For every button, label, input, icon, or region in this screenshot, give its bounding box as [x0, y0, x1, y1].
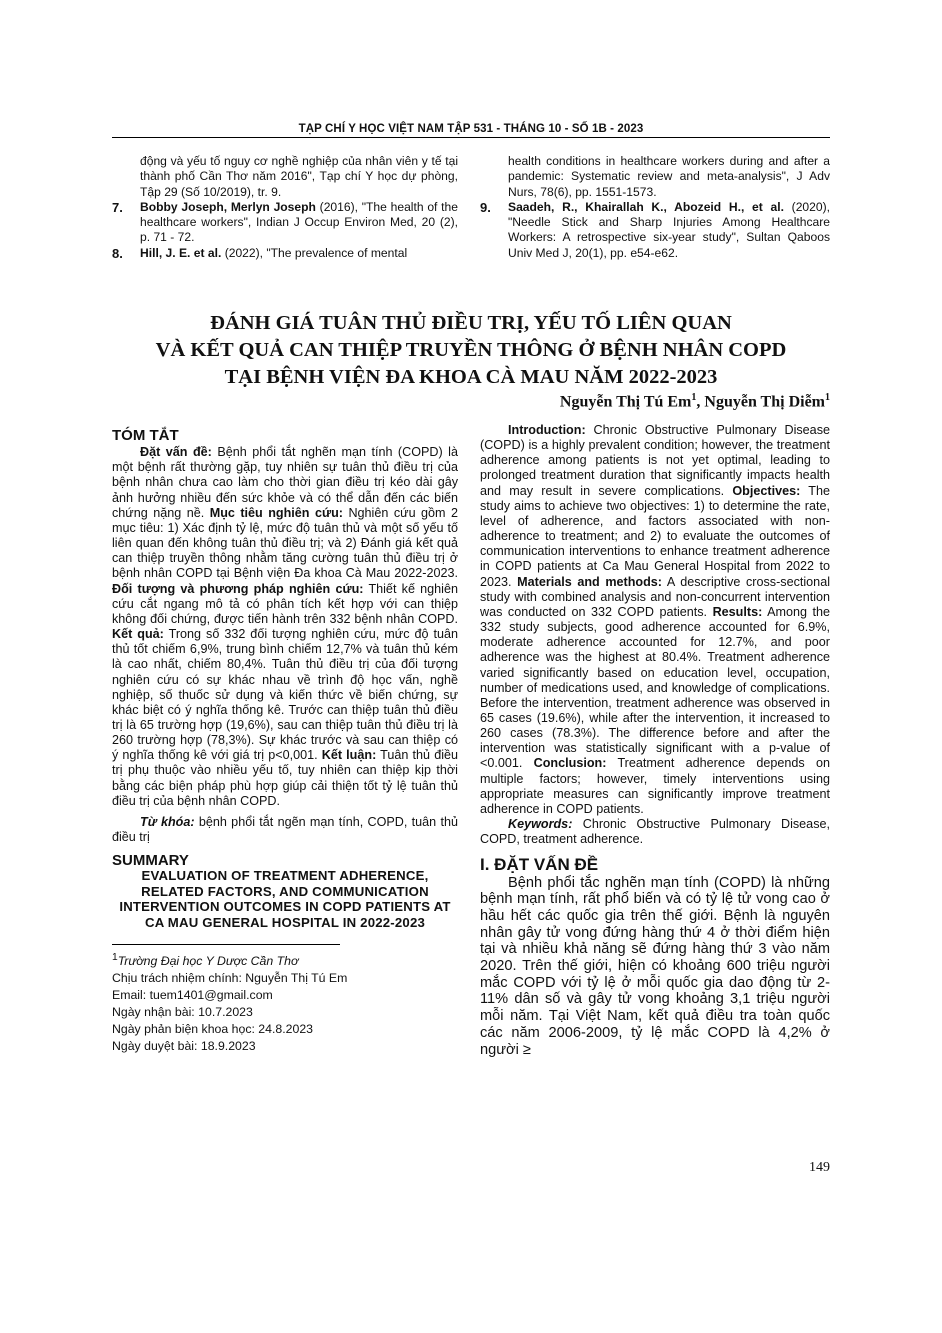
label-tu-khoa: Từ khóa: [140, 814, 195, 829]
label-ket-qua: Kết quả: [112, 627, 164, 642]
keywords-en [480, 817, 830, 847]
section-paragraph: Bệnh phổi tắc nghẽn mạn tính (COPD) là những bệnh mạn tính, rất phổ biến và có tỷ lệ tử vong cao ở hầu hết các quốc gia trên thế giới. Bệnh là nguyên nhân gây tử vong đứng hàng thứ 4 ở thời điểm hiện tại và nhiều khả năng sẽ đứng hàng thứ 3 vào năm 2020. Trên thế giới, hiện có khoảng 600 triệu người mắc COPD với tỷ lệ ở mỗi quốc gia dao động từ 2-11% dân số và gây tử vong khoảng 3,1 triệu người mỗi năm. Tại Việt Nam, kết quả điều tra toàn quốc các năm 2006-2009, tỷ lệ mắc COPD là 4,2% ở người ≥ [480, 874, 830, 1058]
abstract-text: Chronic Obstructive Pulmonary Disease (COPD) is a highly prevalent condition; however, the treatment adherence among patients is not yet optimal, leading to prolonged treatment duration that significantly impacts health and may result in severe complications. [480, 423, 830, 498]
abstract-text: Tuân thủ điều trị phụ thuộc vào nhiều yếu tố, tuy nhiên can thiệp kịp thời bằng các biện pháp phù hợp giúp cải thiện tốt tỷ lệ tuân thủ điều trị của bệnh nhân COPD. [112, 748, 458, 808]
abstract-text: Nghiên cứu gồm 2 mục tiêu: 1) Xác định tỷ lệ, mức độ tuân thủ và một số yếu tố liên quan đến không tuân thủ điều trị; và 2) Đánh giá kết quả can thiệp truyền thông nhằm tăng cường tuân thủ điều trị ở bệnh nhân COPD tại Bệnh viện Đa khoa Cà Mau 2022-2023. [112, 505, 459, 581]
footnote-corresponding: Chịu trách nhiệm chính: Nguyễn Thị Tú Em [112, 971, 348, 986]
footnote-affiliation [112, 949, 458, 970]
label-conclusion: Conclusion: [533, 756, 607, 771]
reference-text: health conditions in healthcare workers during and after a pandemic: Systematic review and meta-analysis", J Adv Nurs, 78(6), pp. 1551-1573. [508, 154, 830, 199]
reference-item [112, 154, 458, 200]
footnote-divider [112, 944, 340, 945]
page-number: 149 [809, 1160, 830, 1175]
abstract-text: The study aims to achieve two objectives: 1) to determine the rate, level of adherence, and factors associated with non-adherence to treatment; and 2) to evaluate the outcomes of communication interventions to enhance treatment adherence in COPD patients at Ca Mau General Hospital from 2022 to 2023. [480, 483, 830, 589]
reference-item [480, 154, 830, 200]
title-line: VÀ KẾT QUẢ CAN THIỆP TRUYỀN THÔNG Ở BỆNH NHÂN COPD [155, 339, 787, 361]
author-name: Nguyễn Thị Diễm [704, 393, 825, 411]
summary-title: EVALUATION OF TREATMENT ADHERENCE, RELATED FACTORS, AND COMMUNICATION INTERVENTION OUTCOMES IN COPD PATIENTS AT CA MAU GENERAL HOSPITAL IN 2022-2023 [119, 868, 451, 930]
abstract-heading-vi: TÓM TẮT [112, 427, 179, 444]
label-keywords: Keywords: [508, 817, 573, 832]
author-separator: , [696, 393, 705, 411]
author-list [560, 392, 830, 411]
abstract-text: Treatment adherence depends on multiple factors; however, timely interventions using appropriate measures can significantly improve treatment adherence in COPD patients. [480, 756, 830, 816]
section-heading: I. ĐẶT VẤN ĐỀ [480, 855, 599, 875]
label-muc-tieu: Mục tiêu nghiên cứu: [209, 505, 343, 520]
label-methods: Materials and methods: [517, 574, 662, 589]
footnote-accepted: Ngày duyệt bài: 18.9.2023 [112, 1039, 256, 1054]
abstract-text: Trong số 332 đối tượng nghiên cứu, mức độ tuân thủ tốt chiếm 6,9%, trung bình chiếm 12,7% và tuân thủ kém là cao nhất, chiếm 80,4%. Tuân thủ điều trị của đối tượng nghiên cứu có sự khác nhau về trình độ học vấn, nghề nghiệp, số thuốc sử dụng và kiến thức về biến chứng, sự khác biệt có ý nghĩa thống kê. Trước can thiệp tuân thủ điều trị là 65 trường hợp (19,6%), sau can thiệp tuân thủ điều trị là 260 trường hợp (78,3%). Sự khác trước và sau can thiệp có ý nghĩa thống kê với giá trị p<0,001. [112, 627, 458, 763]
reference-authors: Hill, J. E. et al. [140, 245, 222, 260]
keywords-text: Chronic Obstructive Pulmonary Disease, COPD, treatment adherence. [480, 817, 830, 847]
references-left-column [112, 154, 458, 261]
article-title [112, 310, 830, 391]
footnote-reviewed: Ngày phản biện khoa học: 24.8.2023 [112, 1022, 314, 1037]
reference-item [112, 200, 458, 246]
journal-header: TẠP CHÍ Y HỌC VIỆT NAM TẬP 531 - THÁNG 10 - SỐ 1B - 2023 [112, 123, 830, 138]
title-line: ĐÁNH GIÁ TUÂN THỦ ĐIỀU TRỊ, YẾU TỐ LIÊN QUAN [210, 312, 732, 334]
label-dat-van-de: Đặt vấn đề: [140, 445, 212, 460]
reference-authors: Saadeh, R., Khairallah K., Abozeid H., et al. [508, 199, 784, 214]
label-objectives: Objectives: [732, 483, 801, 498]
footnote-received: Ngày nhận bài: 10.7.2023 [112, 1005, 253, 1020]
reference-number: 9. [480, 199, 491, 215]
keywords-text: bệnh phổi tắt ngẽn mạn tính, COPD, tuân thủ điều trị [112, 814, 458, 845]
label-doi-tuong: Đối tượng và phương pháp nghiên cứu: [112, 581, 364, 596]
left-column [112, 422, 458, 1055]
reference-text: (2016), "The health of the healthcare workers", Indian J Occup Environ Med, 20 (2), p. 71 - 72. [140, 199, 458, 245]
label-introduction: Introduction: [508, 423, 586, 437]
author-name: Nguyễn Thị Tú Em [559, 393, 692, 411]
affiliation-mark: 1 [691, 392, 697, 403]
label-ket-luan: Kết luận: [321, 748, 377, 763]
abstract-text: Bệnh phổi tắt nghẽn mạn tính (COPD) là một bệnh rất thường gặp, tuy nhiên sự tuân thủ điều trị của bệnh nhân chưa cao làm cho thời gian điều trị kéo dài gây ảnh hưởng nhiều đến sức khỏe và có thể dẫn đến các biến chứng nặng nề. [112, 445, 458, 520]
reference-text: (2020), "Needle Stick and Sharp Injuries Among Healthcare Workers: A retrospective six-year study", Sultan Qaboos Univ Med J, 20(1), pp. e54-e62. [508, 199, 830, 260]
reference-item [112, 246, 458, 261]
abstract-vi [112, 445, 458, 809]
abstract-en [480, 423, 830, 817]
title-line: TẠI BỆNH VIỆN ĐA KHOA CÀ MAU NĂM 2022-2023 [224, 366, 718, 388]
references-right-column [480, 154, 830, 261]
abstract-text: Among the 332 study subjects, good adherence accounted for 6.9%, moderate adherence accounted for 12.7%, and poor adherence was the highest at 80.4%. Treatment adherence varied significantly based on education level, occupation, number of medications used, and knowledge of complications. Before the intervention, treatment adherence was observed in 65 cases (19.6%), while after the intervention, it increased to 260 cases (78.3%). The difference before and after the intervention was statistically significant with a p-value of <0.001. [480, 604, 830, 771]
affiliation-text: Trường Đại học Y Dược Cần Thơ [117, 954, 299, 969]
abstract-text: Thiết kế nghiên cứu cắt ngang mô tả có phân tích kết hợp với can thiệp không đối chứng, được tiến hành trên 332 bệnh nhân COPD. [112, 581, 458, 626]
reference-item [480, 200, 830, 261]
label-results: Results: [712, 604, 763, 619]
footnote-email: Email: tuem1401@gmail.com [112, 988, 273, 1003]
footnotes [112, 949, 458, 1055]
affiliation-mark: 1 [112, 952, 118, 964]
keywords-vi [112, 815, 458, 845]
reference-text: động và yếu tố nguy cơ nghề nghiệp của nhân viên y tế tại thành phố Cần Thơ năm 2016", Tạp chí Y học dự phòng, Tập 29 (Số 10/2019), tr. 9. [140, 154, 458, 199]
right-column [480, 423, 830, 1058]
summary-heading: SUMMARY [112, 852, 189, 870]
reference-number: 7. [112, 199, 123, 215]
reference-authors: Bobby Joseph, Merlyn Joseph [140, 199, 316, 214]
reference-text: (2022), "The prevalence of mental [221, 245, 408, 260]
affiliation-mark: 1 [825, 392, 830, 403]
reference-number: 8. [112, 245, 123, 261]
abstract-text: A descriptive cross-sectional study with combined analysis and non-concurrent intervention was conducted on 332 COPD patients. [480, 574, 830, 619]
